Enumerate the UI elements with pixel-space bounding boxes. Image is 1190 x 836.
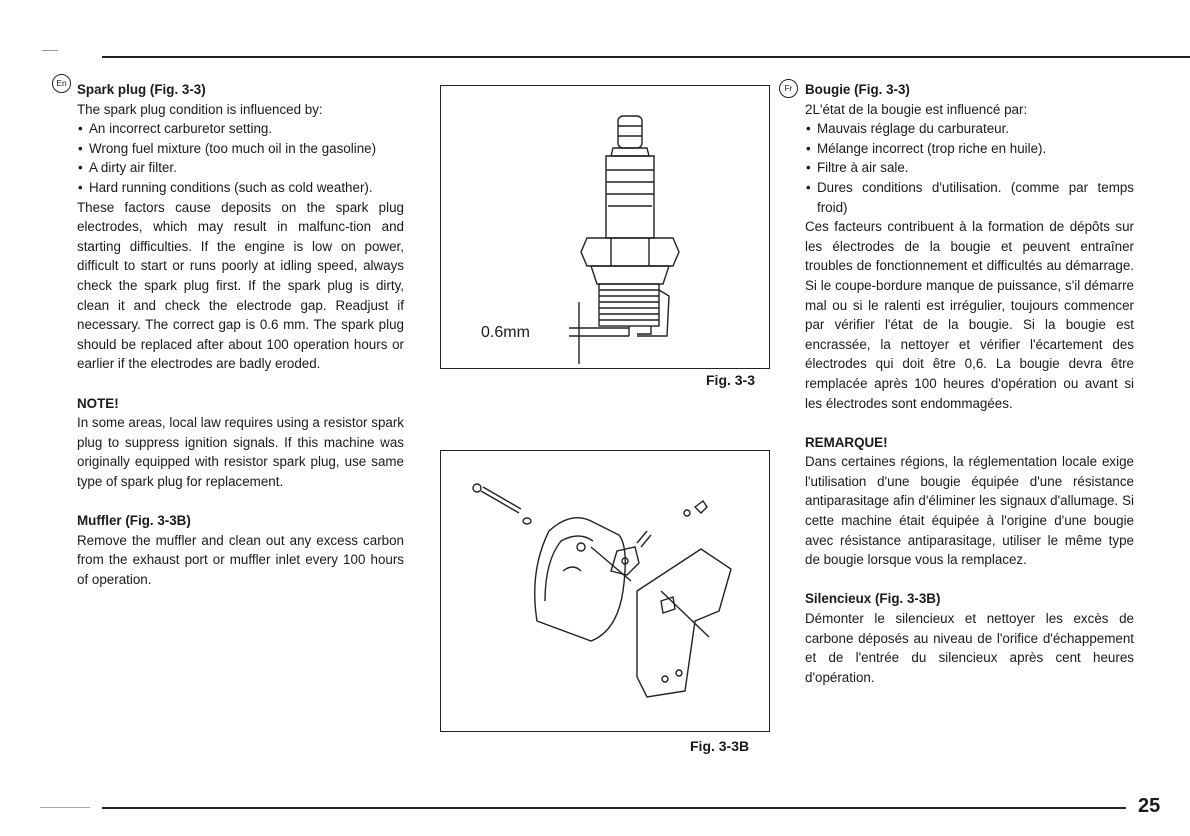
figure-3-3-frame [440, 85, 770, 369]
gap-dimension-label: 0.6mm [481, 324, 530, 341]
silencieux-heading-fr: Silencieux (Fig. 3-3B) [805, 591, 941, 607]
bottom-dots [40, 807, 90, 808]
english-column [77, 80, 404, 589]
french-language-badge: Fr [779, 79, 798, 98]
list-item: • Filtre à air sale. [805, 158, 1134, 178]
remarque-heading-fr: REMARQUE! [805, 434, 888, 450]
spark-plug-body-en: These factors cause deposits on the spark plug electrodes, which may result in malfunc-tion and starting difficulties. If the engine is low on power, difficult to start or runs poorly at idling speed, always check the spark plug first. If the spark plug is dirty, clean it and check the electrode gap. Readjust if necessary. The correct gap is 0.6 mm. The spark plug should be replaced after about 100 operation hours or earlier if the electrodes are badly eroded. [77, 199, 404, 372]
bougie-heading-fr: Bougie (Fig. 3-3) [805, 82, 910, 97]
bougie-intro-fr: 2L'état de la bougie est influencé par: [805, 101, 1028, 117]
muffler-illustration [441, 451, 769, 731]
muffler-body-en: Remove the muffler and clean out any excess carbon from the exhaust port or muffler inlet every 100 hours of operation. [77, 532, 404, 587]
silencieux-body-fr: Démonter le silencieux et nettoyer les excès de carbone déposés au niveau de l'orifice d'échappement et de l'entrée du silencieux après cent heures d'opération. [805, 611, 1134, 685]
bougie-causes-list-fr [805, 119, 1134, 217]
muffler-heading-en: Muffler (Fig. 3-3B) [77, 513, 191, 529]
figure-3-3-caption: Fig. 3-3 [706, 372, 756, 388]
spark-plug-causes-list-en [77, 119, 404, 197]
english-language-badge: En [52, 74, 71, 93]
spark-plug-intro-en: The spark plug condition is influenced by: [77, 101, 323, 117]
page-number: 25 [1138, 795, 1161, 817]
bougie-body-fr: Ces facteurs contribuent à la formation de dépôts sur les électrodes de la bougie et peuvent entraîner troubles de fonctionnement et difficultés au démarrage. Si le coupe-bordure manque de puissance, s'il démarre mal ou si le ralenti est irrégulier, toujours commencer par vérifier l'état de la bougie. Si la bougie est encrassée, la nettoyer et vérifier l'écartement des électrodes qui doit être 0,6. La bougie devra être remplacée après 100 heures d'opération ou avant si les électrodes sont endommagées. [805, 219, 1134, 411]
figure-3-3b-caption: Fig. 3-3B [690, 738, 750, 754]
top-tick-mark [42, 50, 58, 51]
bottom-rule [102, 807, 1126, 809]
spark-plug-illustration [441, 86, 769, 368]
list-item: • A dirty air filter. [77, 158, 404, 178]
list-item: • An incorrect carburetor setting. [77, 119, 404, 139]
top-rule [102, 56, 1190, 58]
list-item: • Dures conditions d'utilisation. (comme par temps froid) [805, 178, 1134, 217]
note-heading-en: NOTE! [77, 395, 119, 411]
note-body-en: In some areas, local law requires using a resistor spark plug to suppress ignition signals. If this machine was originally equipped with resistor spark plug, use same type of spark plug for replacement. [77, 415, 404, 489]
figure-3-3b-frame [440, 450, 770, 732]
list-item: • Mélange incorrect (trop riche en huile). [805, 139, 1134, 159]
french-column [805, 80, 1134, 687]
remarque-body-fr: Dans certaines régions, la réglementation locale exige l'utilisation d'une bougie équipée d'une résistance antiparasitage afin d'éliminer les signaux d'allumage. Si cette machine était équipée à l'origine d'une bougie avec résistance antiparasitage, utiliser le même type de bougie lorsque vous la remplacez. [805, 454, 1134, 568]
spark-plug-heading-en: Spark plug (Fig. 3-3) [77, 82, 206, 97]
list-item: • Wrong fuel mixture (too much oil in the gasoline) [77, 139, 404, 159]
list-item: • Hard running conditions (such as cold weather). [77, 178, 404, 198]
list-item: • Mauvais réglage du carburateur. [805, 119, 1134, 139]
